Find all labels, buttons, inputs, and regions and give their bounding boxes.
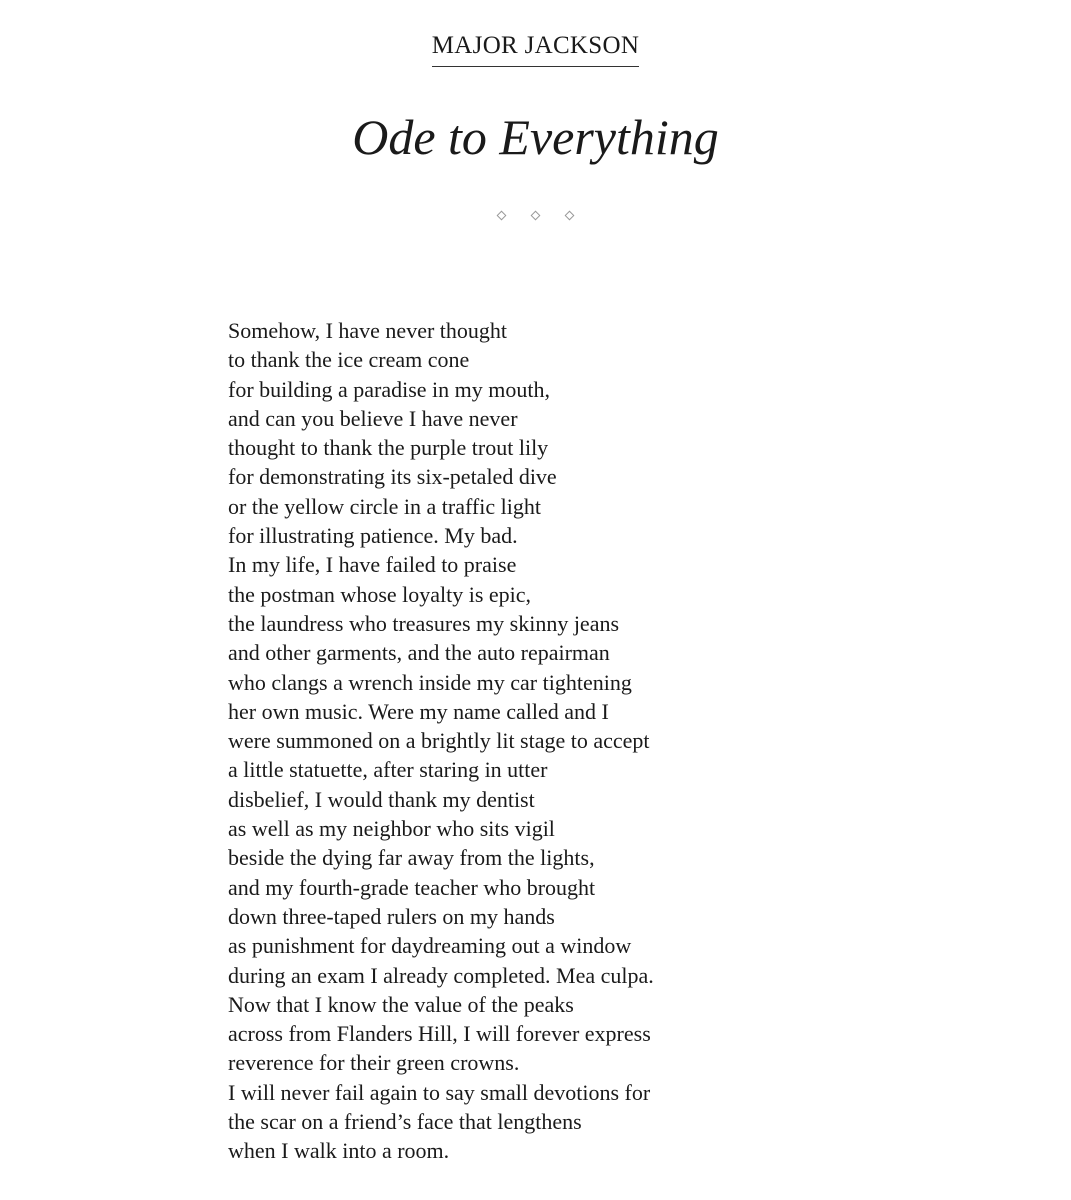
poem-line: during an exam I already completed. Mea culpa. <box>228 962 654 988</box>
diamond-icon <box>531 211 541 221</box>
poem-line: were summoned on a brightly lit stage to accept <box>228 728 650 754</box>
poem-line: for demonstrating its six-petaled dive <box>228 464 557 490</box>
poem-line: and other garments, and the auto repairman <box>228 640 610 666</box>
poem-line: the scar on a friend’s face that lengthens <box>228 1109 582 1135</box>
ornament-divider <box>0 212 1071 219</box>
poem-line: the laundress who treasures my skinny jeans <box>228 610 620 636</box>
author-header <box>0 32 1071 67</box>
poem-line: a little statuette, after staring in utter <box>228 757 548 783</box>
poem-line: reverence for their green crowns. <box>228 1050 520 1076</box>
poem-line: across from Flanders Hill, I will forever express <box>228 1021 651 1047</box>
poem-title: Ode to Everything <box>352 109 719 165</box>
poem-line: In my life, I have failed to praise <box>228 552 517 578</box>
poem-line: as punishment for daydreaming out a window <box>228 933 632 959</box>
poem-line: down three-taped rulers on my hands <box>228 903 555 929</box>
poem-line: thought to thank the purple trout lily <box>228 435 549 461</box>
poem-line: for illustrating patience. My bad. <box>228 523 518 549</box>
poem-body <box>228 316 654 1166</box>
poem-line: Somehow, I have never thought <box>228 318 508 343</box>
poem-line: to thank the ice cream cone <box>228 347 470 373</box>
poem-line: and can you believe I have never <box>228 405 518 431</box>
poem-line: who clangs a wrench inside my car tightening <box>228 669 632 695</box>
poem-line: disbelief, I would thank my dentist <box>228 786 535 812</box>
poem-line: or the yellow circle in a traffic light <box>228 493 541 519</box>
poem-line: for building a paradise in my mouth, <box>228 376 550 402</box>
diamond-icon <box>565 211 575 221</box>
poem-line: Now that I know the value of the peaks <box>228 991 574 1017</box>
poem-line: her own music. Were my name called and I <box>228 698 609 724</box>
poem-line: the postman whose loyalty is epic, <box>228 581 532 607</box>
poem-line: and my fourth-grade teacher who brought <box>228 874 596 900</box>
poem-line: beside the dying far away from the lights, <box>228 845 595 871</box>
poem-line: when I walk into a room. <box>228 1138 450 1164</box>
poem-line: as well as my neighbor who sits vigil <box>228 816 555 842</box>
diamond-icon <box>497 211 507 221</box>
author-name: MAJOR JACKSON <box>432 32 639 67</box>
poem-line: I will never fail again to say small devotions for <box>228 1079 651 1105</box>
